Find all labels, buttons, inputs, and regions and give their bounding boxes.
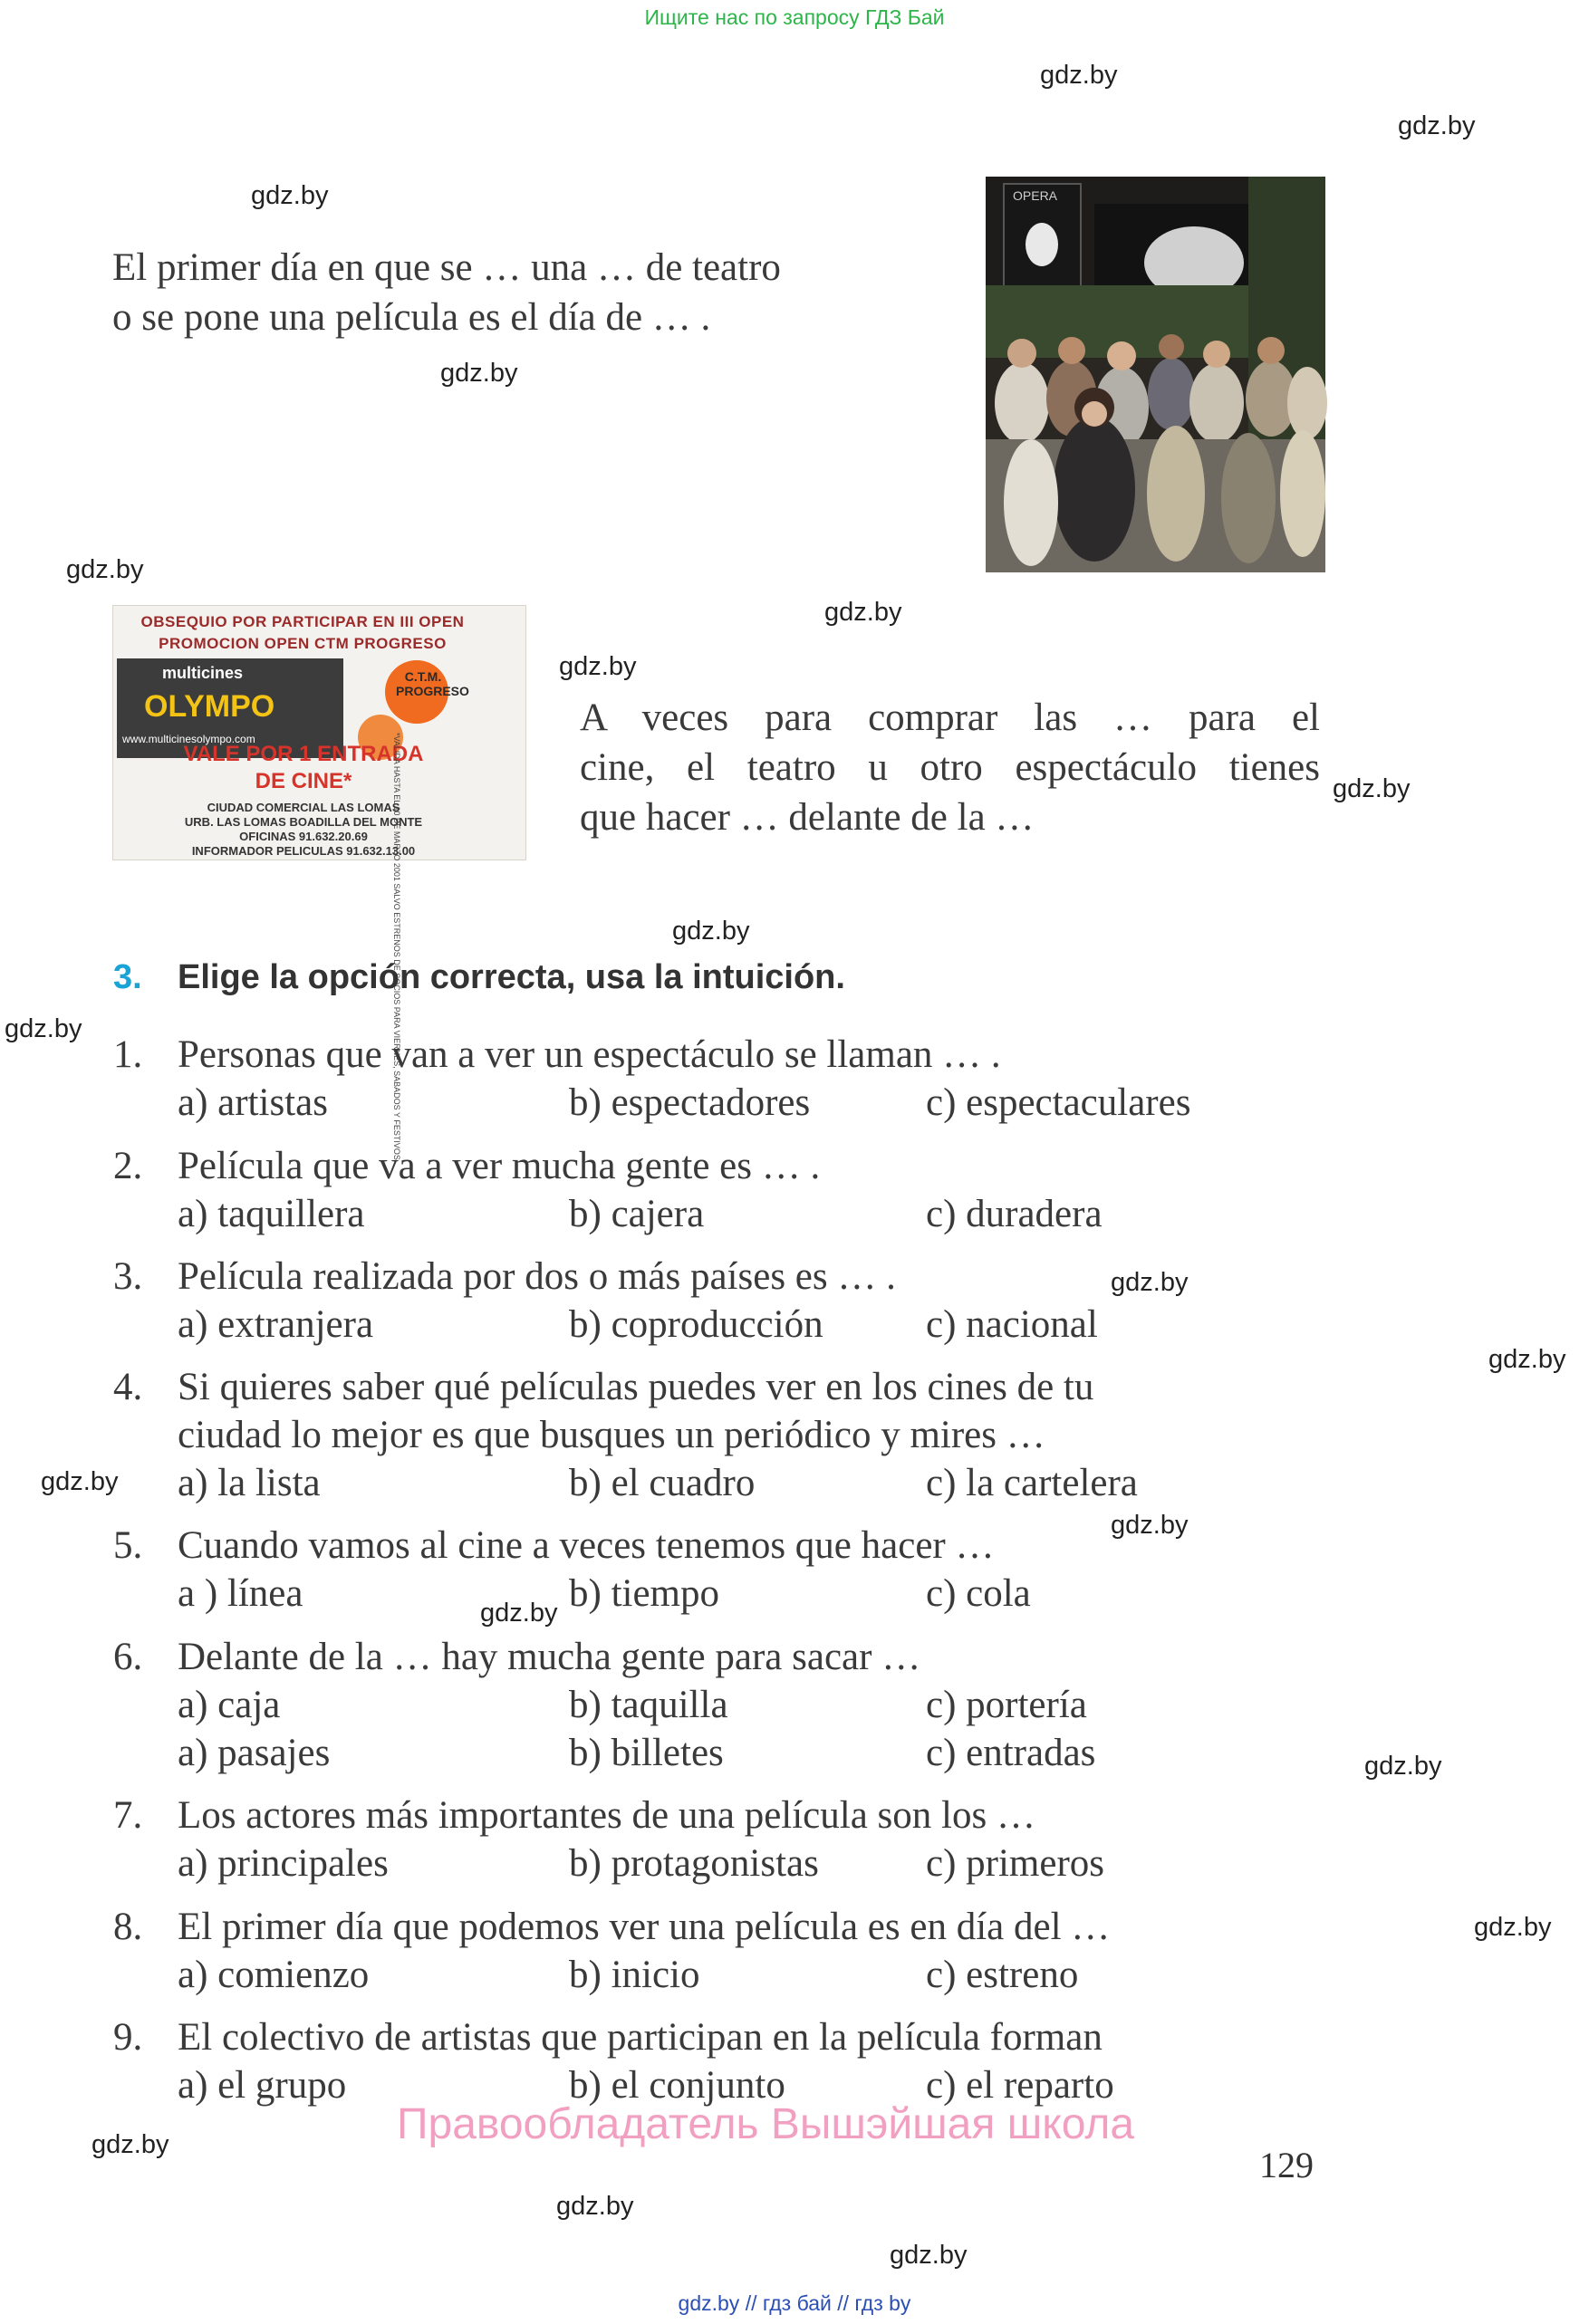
theatre-queue-illustration: [986, 177, 1325, 572]
question-text: El colectivo de artistas que participan en la película forman: [178, 2016, 1103, 2059]
option-c: c) portería: [926, 1684, 1087, 1726]
option-c: c) primeros: [926, 1842, 1105, 1885]
ticket-brand-top: multicines: [162, 664, 244, 682]
option-c: c) el reparto: [926, 2064, 1114, 2107]
paragraph-first-day: [112, 243, 928, 342]
option-c: c) cola: [926, 1572, 1031, 1615]
option-a-second: a) pasajes: [178, 1732, 331, 1774]
paragraph-line: A veces para comprar las … para el: [580, 696, 1320, 739]
watermark: gdz.by: [1111, 1511, 1189, 1540]
ticket-address: CIUDAD COMERCIAL LAS LOMAS: [207, 801, 400, 814]
ticket-line: PROMOCION OPEN CTM PROGRESO: [159, 635, 447, 652]
watermark: gdz.by: [1364, 1752, 1442, 1781]
option-c: c) la cartelera: [926, 1462, 1138, 1504]
ticket-vale: VALE POR 1 ENTRADA: [183, 742, 424, 766]
site-footer-text: gdz.by // гдз бай // гдз by: [678, 2291, 911, 2315]
option-a: a) caja: [178, 1684, 281, 1726]
theatre-queue-photo: [986, 177, 1325, 572]
option-c: c) duradera: [926, 1193, 1103, 1235]
option-a: a) la lista: [178, 1462, 321, 1504]
paragraph-line: cine, el teatro u otro espectáculo tienes: [580, 746, 1320, 789]
option-b-second: b) billetes: [569, 1732, 724, 1774]
option-b: b) tiempo: [569, 1572, 719, 1615]
watermark: gdz.by: [890, 2241, 968, 2270]
question-number: 8.: [113, 1906, 143, 1948]
option-b: b) el cuadro: [569, 1462, 756, 1504]
ticket-side-note: *VALIDA HASTA EL 10 DE MARZO 2001 SALVO ESTRENOS DE SOCIOS PARA VIERNES, SABADOS Y FESTIVOS: [392, 733, 401, 1160]
option-b: b) espectadores: [569, 1081, 811, 1124]
option-a: a ) línea: [178, 1572, 303, 1615]
question-text: El primer día que podemos ver una película es en día del …: [178, 1906, 1111, 1948]
question-number: 9.: [113, 2016, 143, 2059]
question-text: Cuando vamos al cine a veces tenemos que hacer …: [178, 1524, 995, 1567]
watermark: gdz.by: [440, 359, 518, 388]
task-number: 3.: [113, 958, 142, 996]
watermark: gdz.by: [1474, 1913, 1552, 1942]
question-number: 1.: [113, 1033, 143, 1076]
paragraph-line: El primer día en que se … una … de teatro: [112, 246, 781, 289]
watermark: gdz.by: [559, 652, 637, 681]
option-a: a) el grupo: [178, 2064, 347, 2107]
option-c: c) nacional: [926, 1303, 1098, 1346]
option-b: b) protagonistas: [569, 1842, 819, 1885]
question-number: 4.: [113, 1366, 143, 1408]
watermark: gdz.by: [1111, 1268, 1189, 1297]
paragraph-line: que hacer … delante de la …: [580, 796, 1035, 839]
rights-holder-text: Правообладатель Вышэйшая школа: [397, 2100, 1135, 2148]
site-header-text: Ищите нас по запросу ГДЗ Бай: [644, 5, 945, 29]
option-b: b) el conjunto: [569, 2064, 785, 2107]
task-title: Elige la opción correcta, usa la intuición.: [178, 958, 845, 996]
option-c-second: c) entradas: [926, 1732, 1096, 1774]
watermark: gdz.by: [1488, 1345, 1566, 1374]
page-number: 129: [1259, 2145, 1314, 2185]
option-b: b) taquilla: [569, 1684, 728, 1726]
question-number: 5.: [113, 1524, 143, 1567]
option-a: a) comienzo: [178, 1954, 370, 1996]
question-number: 7.: [113, 1794, 143, 1837]
watermark: gdz.by: [251, 181, 329, 210]
watermark: gdz.by: [556, 2192, 634, 2221]
watermark: gdz.by: [672, 917, 750, 946]
ticket-ctm: C.T.M. PROGRESO: [396, 669, 469, 698]
watermark: gdz.by: [5, 1014, 82, 1043]
question-text: Película que va a ver mucha gente es … .: [178, 1145, 821, 1187]
watermark: gdz.by: [41, 1467, 119, 1496]
ticket-address: URB. LAS LOMAS BOADILLA DEL MONTE: [184, 815, 423, 829]
question-number: 6.: [113, 1636, 143, 1678]
question-text: Delante de la … hay mucha gente para sacar …: [178, 1636, 921, 1678]
ticket-address: OFICINAS 91.632.20.69: [239, 830, 368, 843]
option-a: a) artistas: [178, 1081, 328, 1124]
paragraph-line: o se pone una película es el día de … .: [112, 296, 711, 339]
watermark: gdz.by: [824, 598, 902, 627]
watermark: gdz.by: [480, 1599, 558, 1628]
question-text: Si quieres saber qué películas puedes ver en los cines de tu: [178, 1366, 1094, 1408]
watermark: gdz.by: [66, 555, 144, 584]
option-b: b) coproducción: [569, 1303, 823, 1346]
option-c: c) espectaculares: [926, 1081, 1191, 1124]
option-a: a) taquillera: [178, 1193, 365, 1235]
watermark: gdz.by: [1398, 111, 1476, 140]
question-number: 2.: [113, 1145, 143, 1187]
paragraph-tickets: [580, 693, 1320, 842]
question-text: Los actores más importantes de una película son los …: [178, 1794, 1035, 1837]
watermark: gdz.by: [91, 2130, 169, 2159]
question-text: Película realizada por dos o más países es … .: [178, 1255, 896, 1298]
opera-sign-text: OPERA: [1013, 188, 1058, 203]
option-b: b) inicio: [569, 1954, 700, 1996]
ticket-url: www.multicinesolympo.com: [122, 733, 255, 745]
option-c: c) estreno: [926, 1954, 1079, 1996]
question-number: 3.: [113, 1255, 143, 1298]
watermark: gdz.by: [1333, 774, 1411, 803]
option-a: a) principales: [178, 1842, 389, 1885]
watermark: gdz.by: [1040, 61, 1118, 90]
option-b: b) cajera: [569, 1193, 705, 1235]
ticket-address: INFORMADOR PELICULAS 91.632.13.00: [191, 844, 416, 858]
ticket-vale: DE CINE*: [255, 769, 352, 793]
ticket-brand: OLYMPO: [144, 689, 275, 724]
ticket-line: OBSEQUIO POR PARTICIPAR EN III OPEN: [140, 613, 465, 630]
option-a: a) extranjera: [178, 1303, 374, 1346]
question-text: Personas que van a ver un espectáculo se llaman … .: [178, 1033, 1001, 1076]
question-text-continued: ciudad lo mejor es que busques un periódico y mires …: [178, 1414, 1045, 1456]
